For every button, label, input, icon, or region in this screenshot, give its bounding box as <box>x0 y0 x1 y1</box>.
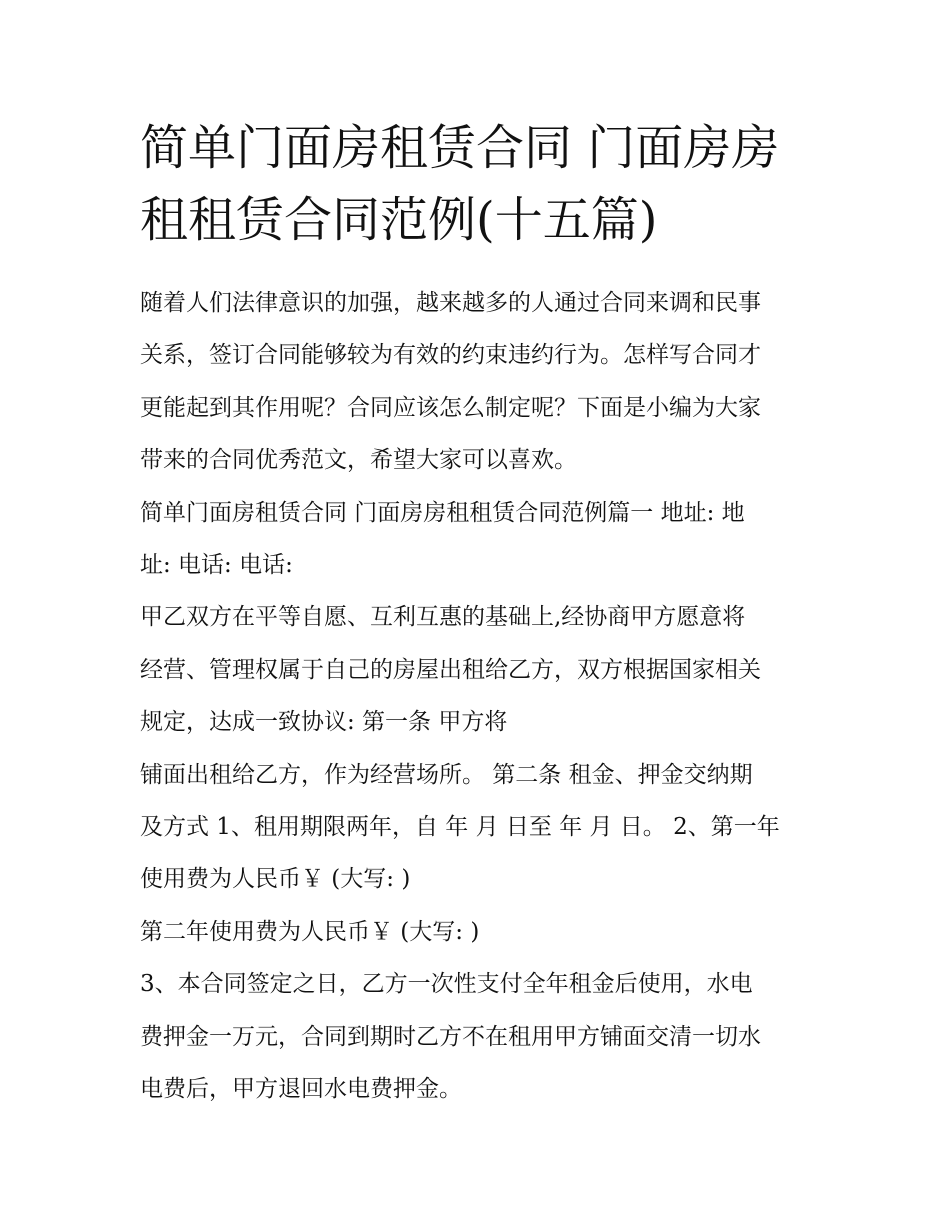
text-line: 随着人们法律意识的加强，越来越多的人通过合同来调和民事 <box>140 290 761 316</box>
text-line: 更能起到其作用呢？合同应该怎么制定呢？下面是小编为大家 <box>140 394 761 421</box>
text-line: 带来的合同优秀范文，希望大家可以喜欢。 <box>140 447 577 474</box>
text-line: 简单门面房租赁合同 门面房房租租赁合同范例篇一 地址: 地 <box>140 499 745 526</box>
title-line: 简单门面房租赁合同 门面房房 <box>140 120 780 176</box>
document-body <box>140 277 820 1116</box>
text-line: 电费后，甲方退回水电费押金。 <box>140 1076 462 1103</box>
agreement-paragraph <box>140 591 820 748</box>
text-line: 费押金一万元，合同到期时乙方不在租用甲方铺面交清一切水 <box>140 1023 761 1050</box>
deposit-paragraph <box>140 958 820 1115</box>
text-line: 使用费为人民币￥ (大写: ) <box>140 866 411 893</box>
text-line: 第二年使用费为人民币￥ (大写: ) <box>140 918 480 945</box>
text-line: 及方式 1、租用期限两年，自 年 月 日至 年 月 日。 2、第一年 <box>140 814 780 841</box>
text-line: 址: 电话: 电话: <box>140 552 293 579</box>
title-line: 租租赁合同范例(十五篇) <box>140 192 658 248</box>
text-line: 经营、管理权属于自己的房屋出租给乙方，双方根据国家相关 <box>140 656 761 683</box>
document-title <box>140 112 820 256</box>
text-line: 规定，达成一致协议: 第一条 甲方将 <box>140 709 508 736</box>
text-line: 3、本合同签定之日，乙方一次性支付全年租金后使用，水电 <box>140 971 753 998</box>
text-line: 铺面出租给乙方，作为经营场所。 第二条 租金、押金交纳期 <box>140 761 753 788</box>
rent-terms-paragraph <box>140 749 820 906</box>
contract-header-paragraph <box>140 487 820 592</box>
second-year-fee-paragraph <box>140 906 820 958</box>
text-line: 甲乙双方在平等自愿、互利互惠的基础上,经协商甲方愿意将 <box>140 604 746 631</box>
text-line: 关系，签订合同能够较为有效的约束违约行为。怎样写合同才 <box>140 342 761 369</box>
intro-paragraph <box>140 277 820 487</box>
